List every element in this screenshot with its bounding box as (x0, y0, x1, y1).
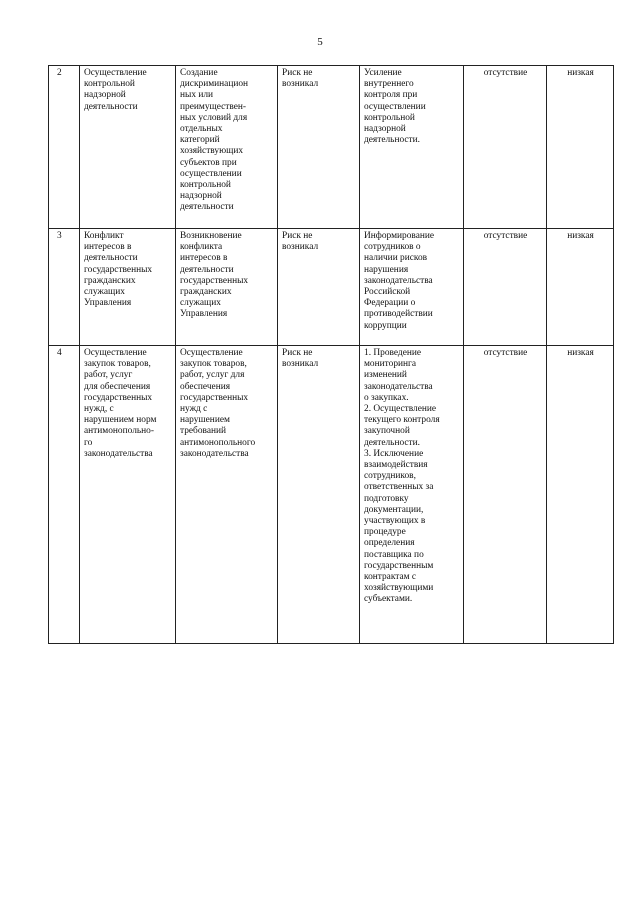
table-row (49, 346, 614, 644)
risk-occurrence-cell: Риск не возникал (278, 229, 360, 346)
process-cell: Осуществление контрольной надзорной деятельности (80, 66, 176, 229)
risk-occurrence-cell: Риск не возникал (278, 66, 360, 229)
risk-level-cell: низкая (547, 229, 614, 346)
measures-cell: 1. Проведение мониторинга изменений законодательства о закупках. 2. Осуществление текущего контроля закупочной деятельности. 3. Исключение взаимодействия сотрудников, ответственных за подготовку документации, участвующих в процедуре определения поставщика по государственным контрактам с хозяйствующими субъектами. (360, 346, 464, 644)
risk-description-cell: Возникновение конфликта интересов в деятельности государственных гражданских служащих Управления (176, 229, 278, 346)
process-cell: Осуществление закупок товаров, работ, услуг для обеспечения государственных нужд, с нарушением норм антимонопольно- го законодательства (80, 346, 176, 644)
row-number: 3 (49, 229, 80, 346)
risk-occurrence-cell: Риск не возникал (278, 346, 360, 644)
row-number: 2 (49, 66, 80, 229)
status-cell: отсутствие (464, 229, 547, 346)
risk-description-cell: Осуществление закупок товаров, работ, услуг для обеспечения государственных нужд с нарушением требований антимонопольного законодательства (176, 346, 278, 644)
status-cell: отсутствие (464, 346, 547, 644)
risk-level-cell: низкая (547, 66, 614, 229)
risk-description-cell: Создание дискриминацион ных или преимуществен- ных условий для отдельных категорий хозяйствующих субъектов при осуществлении контрольной надзорной деятельности (176, 66, 278, 229)
row-number: 4 (49, 346, 80, 644)
status-cell: отсутствие (464, 66, 547, 229)
measures-cell: Информирование сотрудников о наличии рисков нарушения законодательства Российской Федерации о противодействии коррупции (360, 229, 464, 346)
page-number: 5 (317, 36, 323, 48)
risk-table (48, 65, 614, 644)
table-row (49, 229, 614, 346)
table-row (49, 66, 614, 229)
measures-cell: Усиление внутреннего контроля при осуществлении контрольной надзорной деятельности. (360, 66, 464, 229)
risk-level-cell: низкая (547, 346, 614, 644)
process-cell: Конфликт интересов в деятельности государственных гражданских служащих Управления (80, 229, 176, 346)
